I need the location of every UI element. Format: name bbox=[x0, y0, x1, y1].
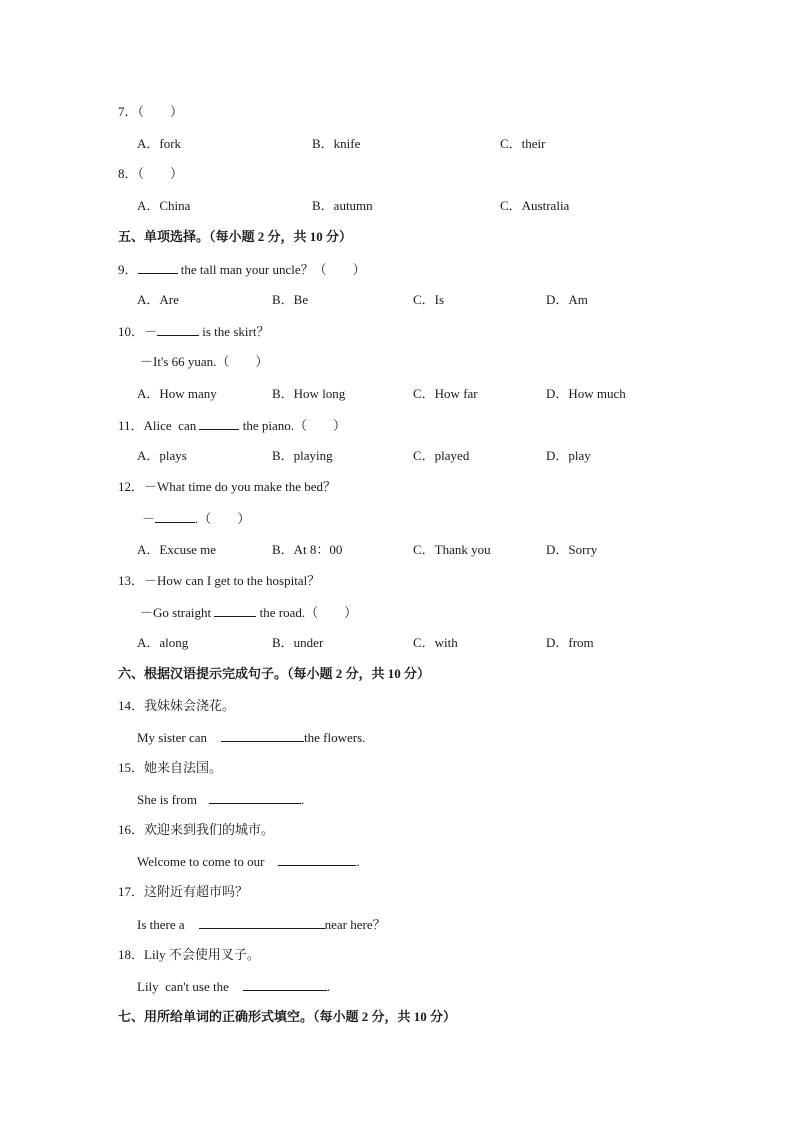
q10-text: is the skirt？ bbox=[199, 324, 270, 339]
q10-number: 10．－ bbox=[118, 324, 158, 339]
q11-text: the piano.（ ） bbox=[239, 418, 346, 433]
q8-option-a: A．China bbox=[137, 198, 191, 213]
q17-before: Is there a bbox=[137, 917, 185, 932]
q11-option-a: A．plays bbox=[137, 448, 187, 463]
q14-before: My sister can bbox=[137, 730, 208, 745]
q15-after: . bbox=[300, 792, 305, 807]
q17-sentence bbox=[137, 916, 386, 933]
section-6-title: 六、根据汉语提示完成句子。（每小题 2 分，共 10 分） bbox=[118, 666, 431, 681]
q11-option-c: C．played bbox=[413, 448, 470, 463]
q16-after: . bbox=[356, 854, 360, 869]
q10-option-a: A．How many bbox=[137, 386, 217, 401]
q10-blank bbox=[157, 323, 199, 336]
q12-text: .（ ） bbox=[195, 511, 251, 526]
q11-blank bbox=[199, 417, 239, 430]
question-14-stem: 14．我妹妹会浇花。 bbox=[118, 698, 236, 713]
q13-response bbox=[140, 604, 357, 621]
question-9-stem bbox=[118, 261, 366, 278]
q13-option-d: D．from bbox=[546, 635, 594, 650]
q9-option-a: A．Are bbox=[137, 292, 179, 307]
q13-prefix: －Go straight bbox=[140, 605, 215, 620]
q16-before: Welcome to come to our bbox=[137, 854, 265, 869]
q8-option-c: C．Australia bbox=[500, 198, 570, 213]
q17-blank bbox=[199, 916, 325, 929]
q13-option-c: C．with bbox=[413, 635, 458, 650]
q9-blank bbox=[138, 261, 178, 274]
q15-sentence bbox=[137, 791, 304, 808]
question-10-stem bbox=[118, 323, 269, 340]
question-17-stem: 17．这附近有超市吗？ bbox=[118, 884, 249, 899]
q12-option-a: A．Excuse me bbox=[137, 542, 217, 557]
q7-option-c: C．their bbox=[500, 136, 546, 151]
q13-blank bbox=[214, 604, 256, 617]
question-7-stem: 7．（ ） bbox=[118, 104, 184, 119]
question-11-stem bbox=[118, 417, 346, 434]
q9-option-c: C．Is bbox=[413, 292, 445, 307]
q17-after: near here？ bbox=[324, 917, 386, 932]
q10-option-c: C．How far bbox=[413, 386, 478, 401]
q12-dash: － bbox=[142, 511, 156, 526]
q13-text: the road.（ ） bbox=[256, 605, 358, 620]
q16-sentence bbox=[137, 853, 360, 870]
q11-number: 11．Alice can bbox=[118, 418, 200, 433]
q18-blank bbox=[243, 978, 327, 991]
q10-response: －It's 66 yuan.（ ） bbox=[140, 354, 269, 369]
q12-option-d: D．Sorry bbox=[546, 542, 598, 557]
q12-response bbox=[142, 510, 250, 527]
q7-option-b: B．knife bbox=[312, 136, 361, 151]
section-7-title: 七、用所给单词的正确形式填空。（每小题 2 分，共 10 分） bbox=[118, 1009, 457, 1024]
q18-before: Lily can't use the bbox=[137, 979, 229, 994]
q11-option-b: B．playing bbox=[272, 448, 333, 463]
q10-option-d: D．How much bbox=[546, 386, 626, 401]
section-5-title: 五、单项选择。（每小题 2 分，共 10 分） bbox=[118, 229, 353, 244]
q15-blank bbox=[209, 791, 301, 804]
q14-blank bbox=[221, 729, 304, 742]
question-13-stem: 13．－How can I get to the hospital？ bbox=[118, 573, 321, 588]
q18-after: . bbox=[326, 979, 331, 994]
q10-option-b: B．How long bbox=[272, 386, 346, 401]
q9-option-b: B．Be bbox=[272, 292, 309, 307]
q18-sentence bbox=[137, 978, 330, 995]
q7-option-a: A．fork bbox=[137, 136, 182, 151]
q9-option-d: D．Am bbox=[546, 292, 588, 307]
q13-option-a: A．along bbox=[137, 635, 189, 650]
question-8-stem: 8．（ ） bbox=[118, 166, 184, 181]
q12-option-c: C．Thank you bbox=[413, 542, 491, 557]
q15-before: She is from bbox=[137, 792, 197, 807]
question-18-stem: 18．Lily 不会使用叉子。 bbox=[118, 947, 260, 962]
q14-after: the flowers. bbox=[304, 730, 366, 745]
q16-blank bbox=[278, 853, 356, 866]
q8-option-b: B．autumn bbox=[312, 198, 373, 213]
q13-option-b: B．under bbox=[272, 635, 324, 650]
q12-option-b: B．At 8：00 bbox=[272, 542, 343, 557]
q11-option-d: D．play bbox=[546, 448, 591, 463]
q9-number: 9． bbox=[118, 262, 138, 277]
q9-text: the tall man your uncle？（ ） bbox=[177, 262, 366, 277]
q14-sentence bbox=[137, 729, 365, 746]
question-15-stem: 15．她来自法国。 bbox=[118, 760, 223, 775]
question-16-stem: 16．欢迎来到我们的城市。 bbox=[118, 822, 275, 837]
q12-blank bbox=[155, 510, 195, 523]
question-12-stem: 12．－What time do you make the bed？ bbox=[118, 479, 337, 494]
